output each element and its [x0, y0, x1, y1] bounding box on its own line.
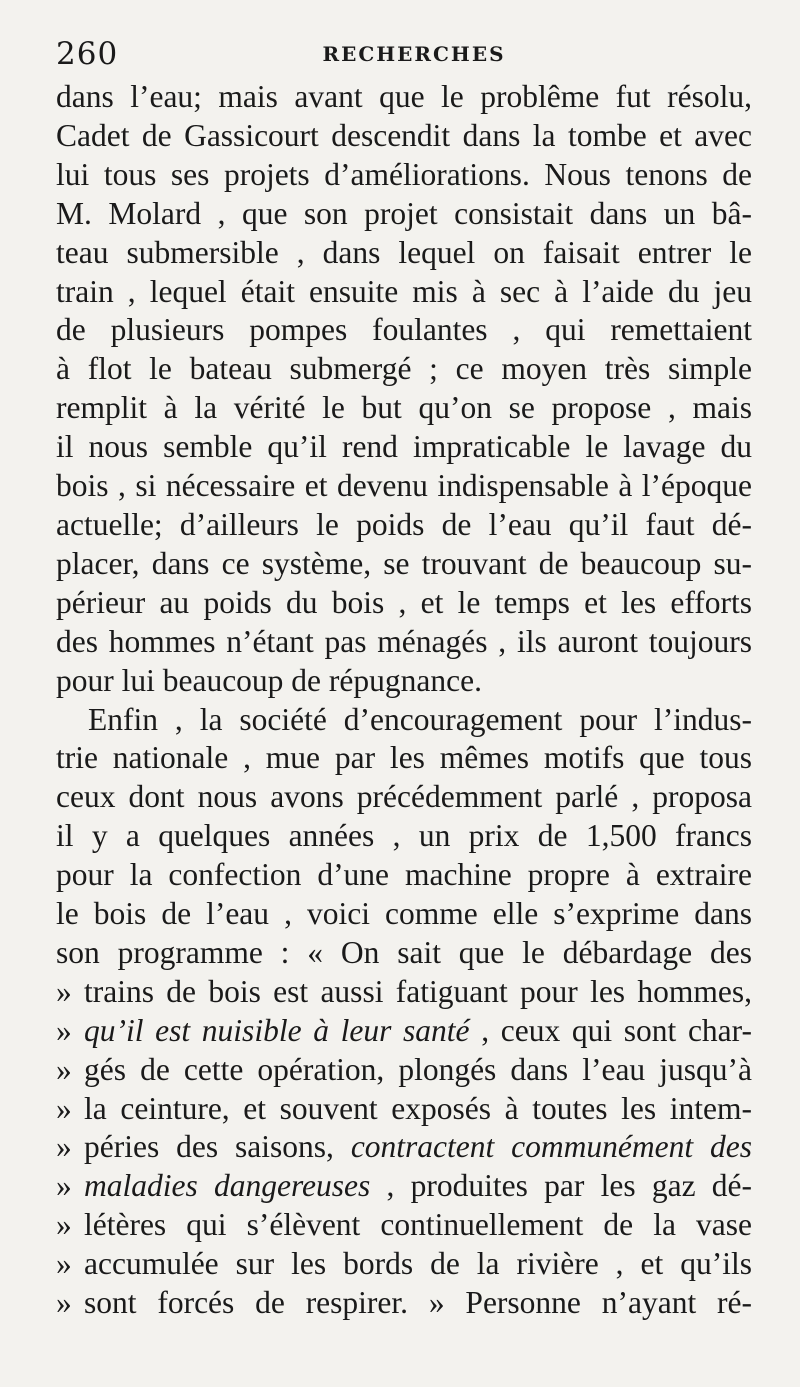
italic-text: maladies dangereuses	[84, 1168, 371, 1204]
quote-mark: »	[56, 1207, 72, 1243]
quote-text	[84, 1167, 752, 1206]
page-number: 260	[56, 36, 119, 72]
running-head: RECHERCHES	[322, 42, 506, 66]
quote-text: accumulée sur les bords de la rivière , et qu’ils	[84, 1246, 752, 1282]
quote-line	[56, 1167, 752, 1206]
text-line: Enfin , la société d’encouragement pour l’indus-	[88, 701, 752, 737]
quote-line	[56, 973, 752, 1012]
page-header	[56, 22, 752, 78]
quote-mark: »	[56, 1090, 72, 1126]
text-line: à flot le bateau submergé ; ce moyen très simple	[56, 351, 752, 387]
quote-text-rest: , produites par les gaz dé-	[386, 1168, 753, 1204]
text-line: le bois de l’eau , voici comme elle s’exprime dans	[56, 896, 752, 932]
text-line: remplit à la vérité le but qu’on se propose , mais	[56, 390, 752, 426]
quote-text: sont forcés de respirer. » Personne n’ayant ré-	[84, 1285, 752, 1321]
text-line: pour la confection d’une machine propre à extraire	[56, 857, 752, 893]
text-line: lui tous ses projets d’améliorations. Nous tenons de	[56, 156, 752, 192]
text-line: de plusieurs pompes foulantes , qui remettaient	[56, 312, 752, 348]
italic-text: contractent communément des	[350, 1129, 753, 1165]
text-line: dans l’eau; mais avant que le problême fut résolu,	[56, 79, 752, 114]
quote-line	[56, 1090, 752, 1129]
body-text	[56, 78, 752, 1323]
quote-text-pre: péries des saisons,	[84, 1129, 334, 1165]
quote-text	[84, 1128, 752, 1167]
quote-text-rest: , ceux qui sont char-	[481, 1012, 753, 1048]
quote-mark: »	[56, 1129, 72, 1165]
quote-line	[56, 1051, 752, 1090]
text-line: teau submersible , dans lequel on faisait entrer le	[56, 234, 752, 270]
text-line: des hommes n’étant pas ménagés , ils auront toujours	[56, 623, 752, 659]
text-line: train , lequel était ensuite mis à sec à l’aide du jeu	[56, 273, 752, 309]
quote-mark: »	[56, 1168, 72, 1204]
text-line: il y a quelques années , un prix de 1,500 francs	[56, 818, 752, 854]
quote-text: gés de cette opération, plongés dans l’eau jusqu’à	[84, 1051, 752, 1087]
text-line: son programme : « On sait que le débardage des	[56, 934, 752, 970]
quote-mark: »	[56, 973, 72, 1009]
text-line: périeur au poids du bois , et le temps et les efforts	[56, 584, 752, 620]
text-line: il nous semble qu’il rend impraticable le lavage du	[56, 429, 752, 465]
text-line: trie nationale , mue par les mêmes motifs que tous	[56, 740, 752, 776]
quote-text: trains de bois est aussi fatiguant pour les hommes,	[84, 973, 752, 1009]
quote-line	[56, 1012, 752, 1051]
quote-line	[56, 1284, 752, 1323]
text-line: actuelle; d’ailleurs le poids de l’eau qu’il faut dé-	[56, 506, 752, 542]
paragraph-1	[56, 78, 752, 701]
quote-mark: »	[56, 1246, 72, 1282]
quote-line	[56, 1128, 752, 1167]
quote-text	[84, 1012, 752, 1051]
quote-line	[56, 1245, 752, 1284]
text-line: M. Molard , que son projet consistait dans un bâ-	[56, 195, 752, 231]
text-line: bois , si nécessaire et devenu indispensable à l’époque	[56, 468, 752, 504]
quote-mark: »	[56, 1051, 72, 1087]
paragraph-2	[56, 701, 752, 973]
quote-text: létères qui s’élèvent continuellement de la vase	[84, 1207, 752, 1243]
quote-mark: »	[56, 1012, 72, 1048]
text-line: pour lui beaucoup de répugnance.	[56, 662, 482, 698]
italic-text: qu’il est nuisible à leur santé	[84, 1012, 470, 1048]
quote-text: la ceinture, et souvent exposés à toutes les intem-	[84, 1090, 752, 1126]
quote-mark: »	[56, 1285, 72, 1321]
text-line: ceux dont nous avons précédemment parlé , proposa	[56, 779, 752, 815]
quotation	[56, 973, 752, 1323]
text-line: placer, dans ce système, se trouvant de beaucoup su-	[56, 545, 752, 581]
text-line: Cadet de Gassicourt descendit dans la tombe et avec	[56, 117, 752, 153]
quote-line	[56, 1206, 752, 1245]
